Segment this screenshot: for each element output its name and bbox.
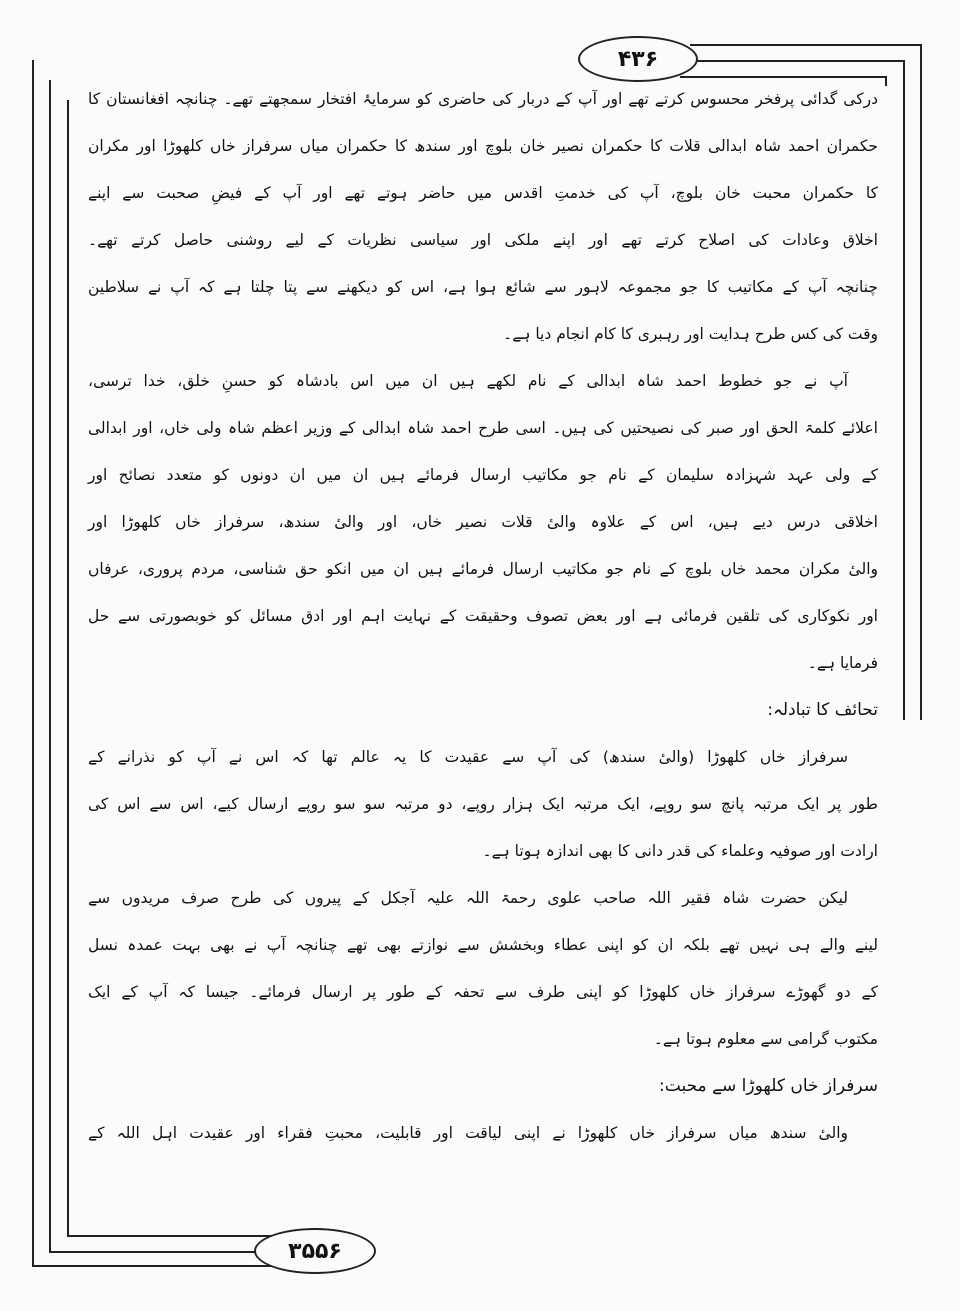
text-line: اعلائے کلمۃ الحق اور صبر کی نصیحتیں کی ہیں۔ اسی طرح احمد شاہ ابدالی کے وزیر اعظم شاہ ولی خاں، اور ابدالی	[88, 419, 878, 437]
text-line: کے دو گھوڑے سرفراز خاں کلھوڑا کو اپنی طرف سے تحفہ کے طور پر ارسال فرمائے۔ جیسا کہ آپ کے ایک	[88, 983, 878, 1001]
text-line: آپ نے جو خطوط احمد شاہ ابدالی کے نام لکھے ہیں ان میں اس بادشاہ کو حسنِ خلق، خدا ترسی،	[88, 372, 848, 390]
frame-line-left-inner	[67, 100, 69, 1236]
frame-line-top-middle	[690, 60, 905, 62]
frame-line-left-middle	[49, 80, 51, 1252]
text-line: والیٔ سندھ میاں سرفراز خاں کلھوڑا نے اپنی لیاقت اور قابلیت، محبتِ فقراء اور عقیدت اہل اللہ کے	[88, 1124, 848, 1142]
text-line: کا حکمران محبت خان بلوچ، آپ کی خدمتِ اقدس میں حاضر ہوتے تھے اور آپ کے فیضِ صحبت سے اپنے	[88, 184, 878, 202]
frame-line-left-outer	[32, 60, 34, 1266]
section-heading-gift-exchange: تحائف کا تبادلہ:	[767, 700, 878, 720]
frame-line-right-inner	[885, 76, 887, 86]
text-line: طور پر ایک مرتبہ پانچ سو روپے، ایک مرتبہ ایک ہزار روپے، دو مرتبہ سو سو روپے ارسال کیے، اس سے اس کی	[88, 795, 878, 813]
text-line: وقت کی کس طرح ہدایت اور رہبری کا کام انجام دیا ہے۔	[503, 325, 878, 343]
frame-line-bottom-middle	[49, 1251, 259, 1253]
text-line: چنانچہ آپ کے مکاتیب کا جو مجموعہ لاہور سے شائع ہوا ہے، اس کو دیکھنے سے پتا چلتا ہے کہ آپ نے سلاطین	[88, 278, 878, 296]
page-body-text	[88, 76, 878, 1157]
text-line: اور نکوکاری کی تلقین فرمائی ہے اور بعض تصوف وحقیقت کے نہایت اہم اور ادق مسائل کو خوبصورتی سے حل	[88, 607, 878, 625]
header-page-number: ۴۳۶	[578, 36, 698, 82]
frame-line-bottom-outer	[32, 1265, 272, 1267]
text-line: والیٔ مکران محمد خاں بلوچ کے نام جو مکاتیب ارسال فرمائے ہیں ان میں انکو حق شناسی، مردم پروری، عرفاں	[88, 560, 878, 578]
text-line: فرمایا ہے۔	[807, 654, 878, 672]
section-heading-love-for-sarfaraz: سرفراز خاں کلھوڑا سے محبت:	[659, 1076, 878, 1096]
text-line: ارادت اور صوفیہ وعلماء کی قدر دانی کا بھی اندازہ ہوتا ہے۔	[482, 842, 878, 860]
text-line: مکتوب گرامی سے معلوم ہوتا ہے۔	[653, 1030, 878, 1048]
footer-page-number: ۳۵۵۶	[254, 1228, 376, 1274]
text-line: سرفراز خاں کلھوڑا (والیٔ سندھ) کی آپ سے عقیدت کا یہ عالم تھا کہ اس نے آپ کو نذرانے کے	[88, 748, 848, 766]
text-line: اخلاق وعادات کی اصلاح کرتے تھے اور اپنے ملکی اور سیاسی نظریات کے لیے روشنی حاصل کرتے تھے۔	[88, 231, 878, 249]
frame-line-bottom-inner	[67, 1235, 277, 1237]
text-line: کے ولی عہد شہزادہ سلیمان کے نام جو مکاتیب ارسال فرمائے ہیں ان میں ان دونوں کو متعدد نصائح اور	[88, 466, 878, 484]
text-line: اخلاقی درس دیے ہیں، اس کے علاوہ والیٔ قلات نصیر خاں، اور والیٔ سندھ، سرفراز خاں کلھوڑا اور	[88, 513, 878, 531]
text-line: درکی گدائی پرفخر محسوس کرتے تھے اور آپ کے دربار کی حاضری کو سرمایۂ افتخار سمجھتے تھے۔ چنانچہ افغانستان کا	[88, 90, 878, 108]
text-line: حکمران احمد شاہ ابدالی قلات کا حکمران نصیر خان بلوچ اور سندھ کا حکمران میاں سرفراز خاں کلھوڑا اور مکران	[88, 137, 878, 155]
frame-line-right-outer	[920, 44, 922, 720]
frame-line-right-middle	[903, 60, 905, 720]
text-line: لینے والے ہی نہیں تھے بلکہ ان کو اپنی عطاء وبخشش سے نوازتے بھی تھے چنانچہ آپ نے بھی بہت عمدہ نسل	[88, 936, 878, 954]
text-line: لیکن حضرت شاہ فقیر اللہ صاحب علوی رحمۃ اللہ علیہ آجکل کے پیروں کی طرح صرف مریدوں سے	[88, 889, 848, 907]
frame-line-top-outer	[690, 44, 922, 46]
